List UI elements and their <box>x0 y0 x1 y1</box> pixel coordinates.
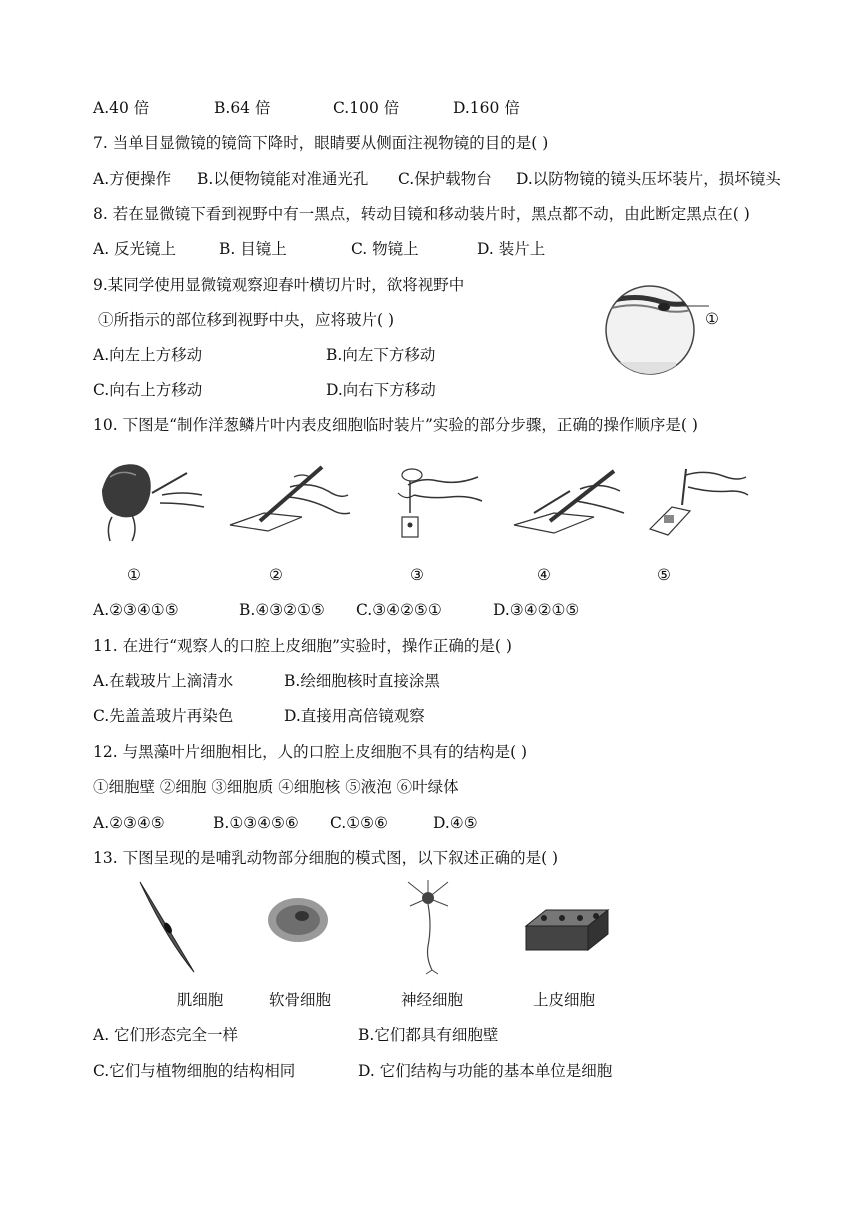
q10-option-a: A.②③④①⑤ <box>93 601 179 619</box>
q6-option-a: A.40 倍 <box>93 99 150 117</box>
step2-placing-tissue-illustration <box>224 455 354 543</box>
q8-option-d: D. 装片上 <box>477 240 546 258</box>
q13-stem: 13. 下图呈现的是哺乳动物部分细胞的模式图，以下叙述正确的是( ) <box>93 849 559 867</box>
step-label-2: ② <box>269 566 283 584</box>
q11-option-b: B.绘细胞核时直接涂黑 <box>284 672 440 690</box>
q10-option-d: D.③④②①⑤ <box>493 601 580 619</box>
q12-stem: 12. 与黑藻叶片细胞相比，人的口腔上皮细胞不具有的结构是( ) <box>93 743 528 761</box>
q8-option-b: B. 目镜上 <box>219 240 287 258</box>
q7-option-b: B.以便物镜能对准通光孔 <box>197 170 369 188</box>
step-label-3: ③ <box>410 566 424 584</box>
q8-option-a: A. 反光镜上 <box>93 240 177 258</box>
q10-stem: 10. 下图是“制作洋葱鳞片叶内表皮细胞临时装片”实验的部分步骤，正确的操作顺序是( ) <box>93 416 698 434</box>
q6-option-b: B.64 倍 <box>214 99 271 117</box>
q11-option-d: D.直接用高倍镜观察 <box>284 707 425 725</box>
q13-option-b: B.它们都具有细胞壁 <box>358 1026 499 1044</box>
q8-stem: 8. 若在显微镜下看到视野中有一黑点，转动目镜和移动装片时，黑点都不动，由此断定黑点在( ) <box>93 205 750 223</box>
q13-option-d: D. 它们结构与功能的基本单位是细胞 <box>358 1062 613 1080</box>
q11-option-c: C.先盖盖玻片再染色 <box>93 707 234 725</box>
q12-option-b: B.①③④⑤⑥ <box>213 814 299 832</box>
q10-option-b: B.④③②①⑤ <box>239 601 325 619</box>
q12-items: ①细胞壁 ②细胞 ③细胞质 ④细胞核 ⑤液泡 ⑥叶绿体 <box>93 778 459 796</box>
q7-option-c: C.保护载物台 <box>398 170 492 188</box>
q13-option-c: C.它们与植物细胞的结构相同 <box>93 1062 296 1080</box>
q9-stem-line2: ①所指示的部位移到视野中央，应将玻片( ) <box>98 311 395 329</box>
cartilage-cell-illustration <box>262 888 334 952</box>
nerve-cell-illustration <box>398 876 458 976</box>
q9-stem-line1: 9.某同学使用显微镜观察迎春叶横切片时，欲将视野中 <box>93 276 465 294</box>
q6-option-d: D.160 倍 <box>453 99 520 117</box>
muscle-cell-illustration <box>132 878 202 976</box>
q6-option-c: C.100 倍 <box>333 99 400 117</box>
epithelial-cell-illustration <box>522 900 612 956</box>
q12-option-d: D.④⑤ <box>433 814 478 832</box>
q13-option-a: A. 它们形态完全一样 <box>93 1026 239 1044</box>
step-label-4: ④ <box>537 566 551 584</box>
cell-label-epithelial: 上皮细胞 <box>532 991 595 1009</box>
microscope-field-figure <box>592 284 732 380</box>
step-label-5: ⑤ <box>657 566 671 584</box>
step4-spreading-tissue-illustration <box>510 455 630 543</box>
step3-dropping-water-illustration <box>378 455 488 543</box>
q9-option-c: C.向右上方移动 <box>93 381 203 399</box>
q9-figure-label: ① <box>705 310 719 328</box>
step1-tearing-onion-illustration <box>92 455 212 543</box>
cell-label-nerve: 神经细胞 <box>400 991 463 1009</box>
q9-option-b: B.向左下方移动 <box>326 346 436 364</box>
q7-option-d: D.以防物镜的镜头压坏装片，损坏镜头 <box>516 170 781 188</box>
q11-stem: 11. 在进行“观察人的口腔上皮细胞”实验时，操作正确的是( ) <box>93 637 512 655</box>
q10-option-c: C.③④②⑤① <box>356 601 442 619</box>
step-label-1: ① <box>127 566 141 584</box>
q9-option-d: D.向右下方移动 <box>326 381 436 399</box>
cell-label-cartilage: 软骨细胞 <box>268 991 331 1009</box>
q7-stem: 7. 当单目显微镜的镜筒下降时，眼睛要从侧面注视物镜的目的是( ) <box>93 134 549 152</box>
q8-option-c: C. 物镜上 <box>351 240 419 258</box>
q12-option-a: A.②③④⑤ <box>93 814 165 832</box>
q12-option-c: C.①⑤⑥ <box>330 814 388 832</box>
q7-option-a: A.方便操作 <box>93 170 172 188</box>
q11-option-a: A.在载玻片上滴清水 <box>93 672 234 690</box>
q9-option-a: A.向左上方移动 <box>93 346 203 364</box>
cell-label-muscle: 肌细胞 <box>176 991 224 1009</box>
step5-staining-illustration <box>642 455 752 543</box>
